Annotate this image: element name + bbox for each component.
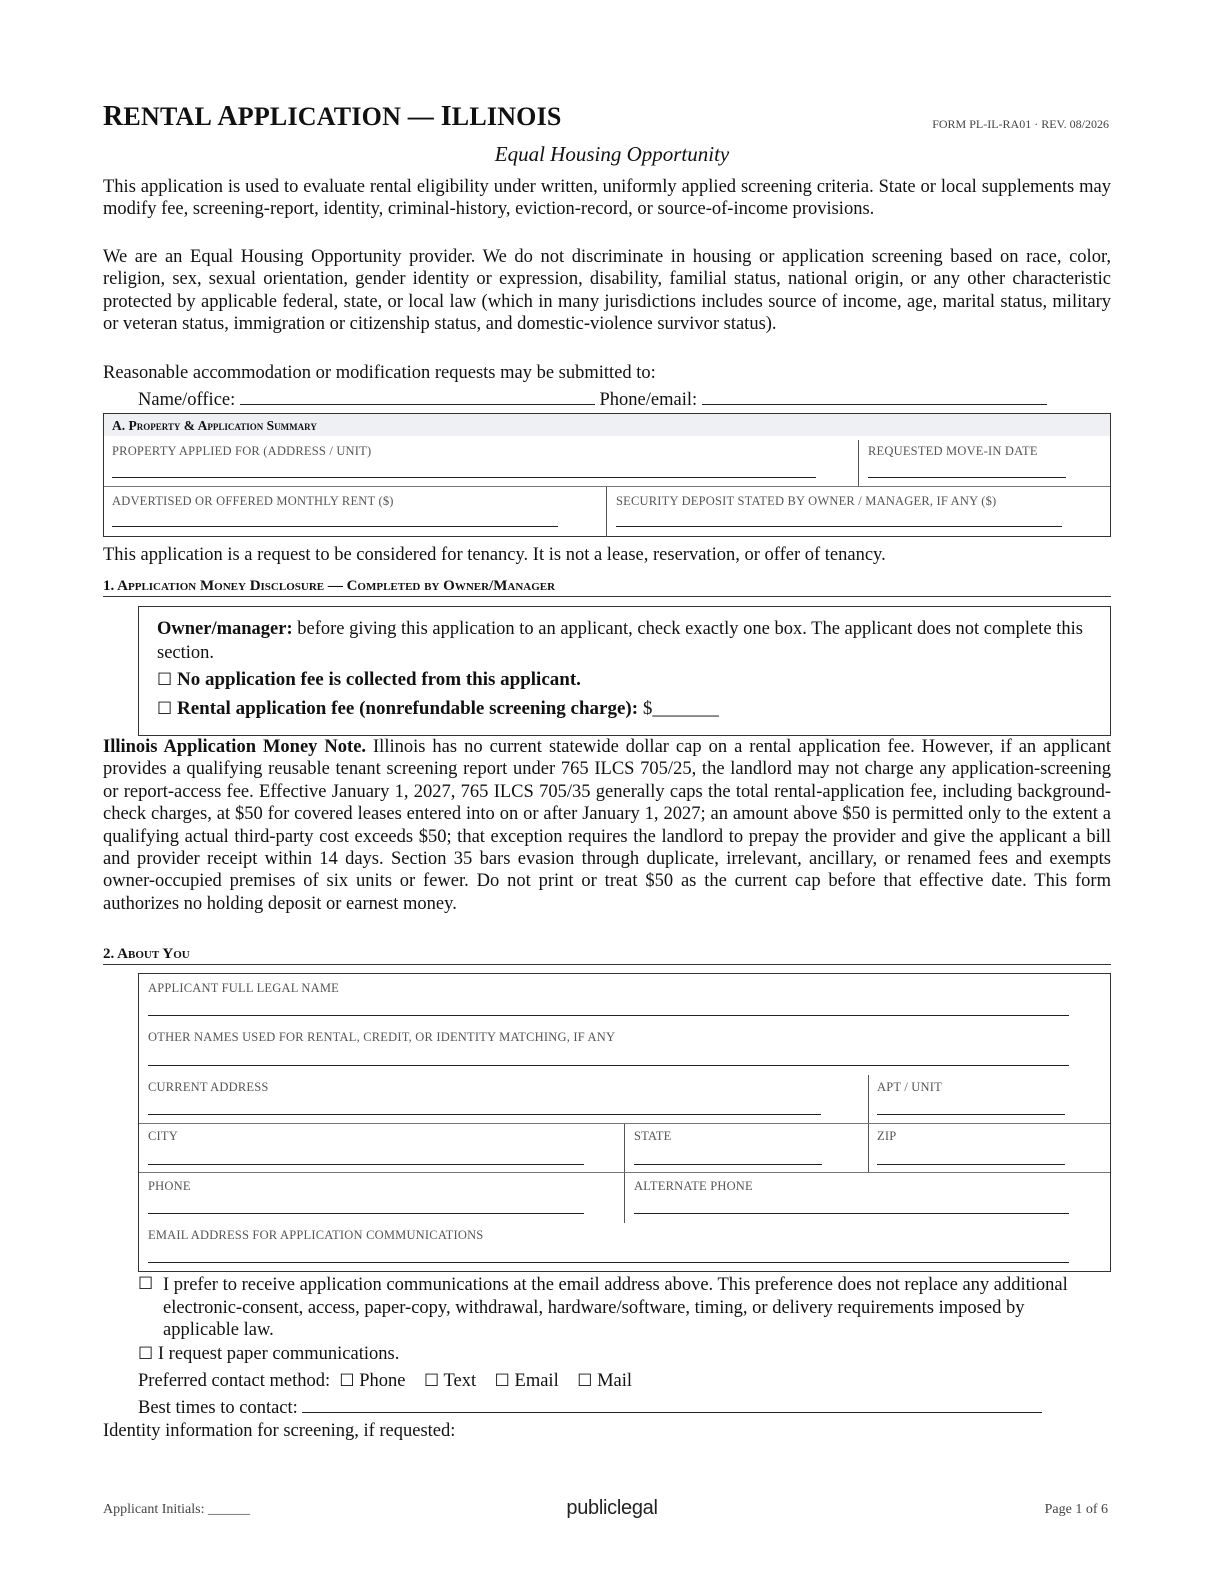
name-office-label: Name/office:: [138, 390, 236, 410]
applicant-initials[interactable]: Applicant Initials: ______: [103, 1502, 250, 1517]
address-field[interactable]: [148, 1114, 821, 1115]
full-name-label: APPLICANT FULL LEGAL NAME: [148, 981, 339, 995]
no-fee-option[interactable]: ☐ No application fee is collected from this applicant.: [157, 669, 581, 690]
move-in-field[interactable]: [868, 477, 1066, 478]
city-field[interactable]: [148, 1164, 584, 1165]
other-names-field[interactable]: [148, 1065, 1069, 1066]
owner-disclosure-box: [138, 606, 1111, 736]
best-times-field[interactable]: [302, 1396, 1042, 1413]
page-number: Page 1 of 6: [1044, 1502, 1108, 1517]
section-a-box: [103, 413, 1111, 537]
property-field[interactable]: [112, 477, 816, 478]
about-you-box: [138, 973, 1111, 1272]
email-label: EMAIL ADDRESS FOR APPLICATION COMMUNICATIONS: [148, 1228, 484, 1242]
other-names-label: OTHER NAMES USED FOR RENTAL, CREDIT, OR IDENTITY MATCHING, IF ANY: [148, 1030, 616, 1044]
email-pref-text: I prefer to receive application communications at the email address above. This preference does not replace any additional electronic-consent, access, paper-copy, withdrawal, hardware/software, timing, or delivery requirements imposed by applicable law.: [163, 1275, 1068, 1341]
move-in-label: REQUESTED MOVE-IN DATE: [868, 444, 1038, 458]
address-label: CURRENT ADDRESS: [148, 1080, 269, 1094]
best-times-row: [138, 1396, 1042, 1419]
illinois-money-note: Illinois Application Money Note. Illinois has no current statewide dollar cap on a rental application fee. However, if an applicant provides a qualifying reusable tenant screening report under 765 ILCS 705/25, the landlord may not charge any application-screening or report-access fee. Effective January 1, 2027, 765 ILCS 705/35 generally caps the total rental-application fee, including background-check charges, at $50 for covered leases entered into on or after January 1, 2027; an amount above $50 is permitted only to the extent a qualifying actual third-party cost exceeds $50; that exception requires the landlord to prepay the provider and give the applicant a bill and provider receipt within 14 days. Section 35 bars evasion through duplicate, irrelevant, ancillary, or renamed fees and exempts owner-occupied premises of six units or fewer. Do not print or treat $50 as the current cap before that effective date. This form authorizes no holding deposit or earnest money.: [103, 737, 1111, 914]
state-field[interactable]: [634, 1164, 822, 1165]
alt-phone-label: ALTERNATE PHONE: [634, 1179, 753, 1193]
rent-label: ADVERTISED OR OFFERED MONTHLY RENT ($): [112, 494, 394, 508]
checkbox-icon[interactable]: ☐: [157, 670, 173, 690]
contact-method-row: [138, 1371, 632, 1392]
best-times-label: Best times to contact:: [138, 1398, 298, 1418]
checkbox-icon[interactable]: ☐: [157, 699, 173, 719]
phone-email-field[interactable]: [702, 388, 1047, 405]
request-note: This application is a request to be considered for tenancy. It is not a lease, reservation, or offer of tenancy.: [103, 545, 886, 565]
name-office-field[interactable]: [240, 388, 595, 405]
zip-field[interactable]: [877, 1164, 1065, 1165]
contact-method-label: Preferred contact method:: [138, 1371, 331, 1391]
fee-option[interactable]: ☐ Rental application fee (nonrefundable screening charge): $_______: [157, 698, 719, 719]
divider: [858, 440, 859, 486]
apt-label: APT / UNIT: [877, 1080, 942, 1094]
paper-pref-option[interactable]: ☐ I request paper communications.: [138, 1344, 400, 1364]
checkbox-icon[interactable]: ☐: [339, 1371, 355, 1391]
checkbox-icon[interactable]: ☐: [494, 1371, 510, 1391]
zip-label: ZIP: [877, 1129, 897, 1143]
phone-field[interactable]: [148, 1213, 584, 1214]
divider: [868, 1124, 869, 1172]
phone-email-label: Phone/email:: [599, 390, 698, 410]
divider: [104, 486, 1110, 487]
checkbox-icon[interactable]: ☐: [423, 1371, 440, 1391]
full-name-field[interactable]: [148, 1015, 1069, 1016]
phone-label: PHONE: [148, 1179, 191, 1193]
deposit-field[interactable]: [616, 526, 1062, 527]
divider: [606, 487, 607, 537]
section-1-heading: 1. Application Money Disclosure — Completed by Owner/Manager: [103, 578, 1111, 597]
divider: [624, 1173, 625, 1223]
form-number: FORM PL-IL-RA01 · REV. 08/2026: [932, 117, 1109, 131]
divider: [868, 1075, 869, 1123]
section-2-heading: 2. About You: [103, 946, 1111, 965]
subtitle: Equal Housing Opportunity: [494, 142, 730, 166]
checkbox-icon[interactable]: ☐: [138, 1274, 154, 1294]
city-label: CITY: [148, 1129, 178, 1143]
fee-amount-field[interactable]: $_______: [638, 698, 719, 719]
deposit-label: SECURITY DEPOSIT STATED BY OWNER / MANAGER, IF ANY ($): [616, 494, 997, 508]
intro-paragraph-2: We are an Equal Housing Opportunity provider. We do not discriminate in housing or application screening based on race, color, religion, sex, sexual orientation, gender identity or expression, disability, familial status, national origin, or any other characteristic protected by applicable federal, state, or local law (which in many jurisdictions includes source of income, age, marital status, military or veteran status, immigration or citizenship status, and domestic-violence survivor status).: [103, 247, 1111, 335]
email-pref-checkbox[interactable]: [138, 1274, 153, 1295]
divider: [624, 1124, 625, 1172]
intro-paragraph-3: Reasonable accommodation or modification requests may be submitted to:: [103, 363, 656, 383]
checkbox-icon[interactable]: ☐: [138, 1344, 154, 1364]
rent-field[interactable]: [112, 526, 558, 527]
name-office-row: [138, 388, 1047, 411]
publiclegal-logo: publiclegal: [566, 1497, 658, 1519]
state-label: STATE: [634, 1129, 672, 1143]
apt-field[interactable]: [877, 1114, 1065, 1115]
intro-paragraph-1: This application is used to evaluate rental eligibility under written, uniformly applied screening criteria. State or local supplements may modify fee, screening-report, identity, criminal-history, eviction-record, or source-of-income provisions.: [103, 177, 1111, 220]
alt-phone-field[interactable]: [634, 1213, 1069, 1214]
method-mail-option[interactable]: ☐ Mail: [577, 1371, 633, 1391]
form-title: RENTAL APPLICATION — ILLINOIS: [103, 101, 562, 132]
method-text-option[interactable]: ☐ Text: [423, 1371, 477, 1391]
email-field[interactable]: [148, 1262, 1069, 1263]
section-a-heading: A. Property & Application Summary: [104, 414, 1110, 436]
owner-instructions: Owner/manager: before giving this application to an applicant, check exactly one box. The applicant does not complete this section.: [157, 619, 1083, 663]
identity-label: Identity information for screening, if requested:: [103, 1421, 456, 1441]
property-label: PROPERTY APPLIED FOR (ADDRESS / UNIT): [112, 444, 372, 458]
checkbox-icon[interactable]: ☐: [577, 1371, 593, 1391]
method-email-option[interactable]: ☐ Email: [494, 1371, 559, 1391]
method-phone-option[interactable]: ☐ Phone: [339, 1371, 406, 1391]
